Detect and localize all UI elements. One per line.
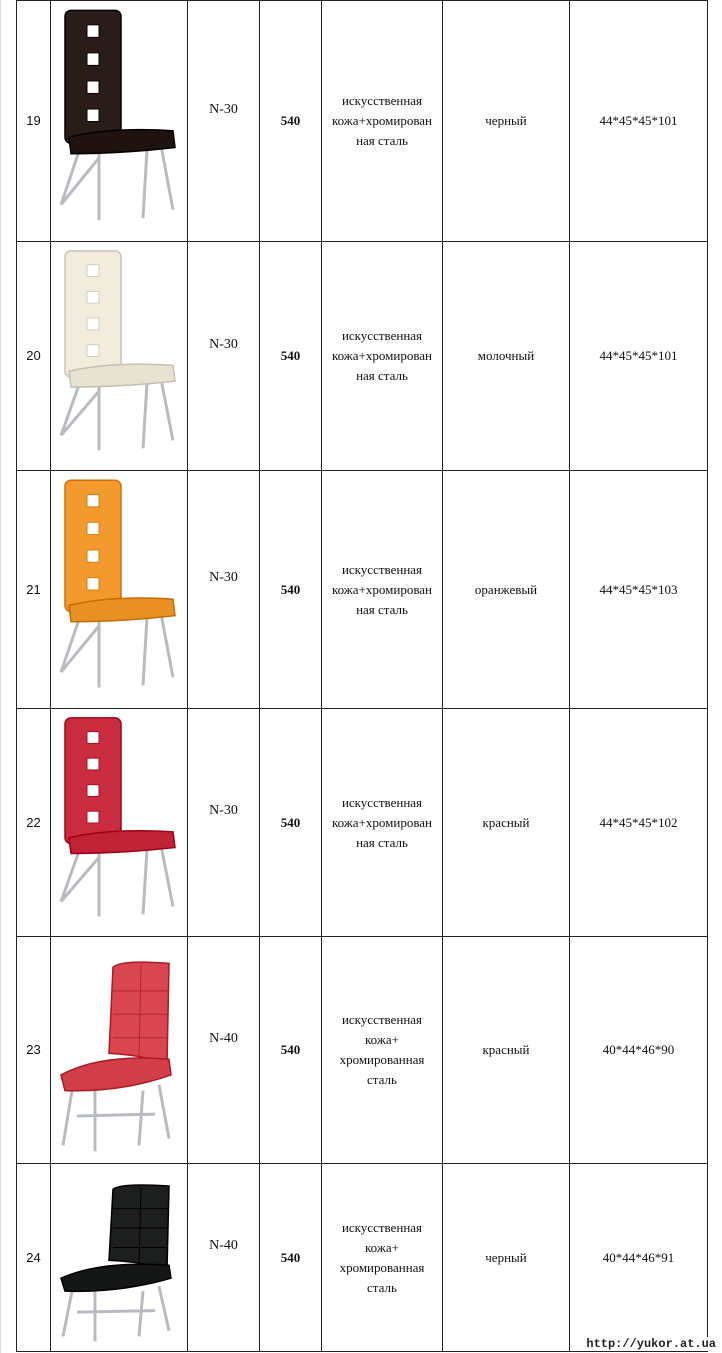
product-image-cell [51, 471, 188, 709]
dimensions-cell: 40*44*46*90 [570, 937, 708, 1164]
row-number: 23 [17, 937, 51, 1164]
material-line: ная сталь [356, 133, 408, 148]
price-cell: 540 [260, 1, 322, 242]
material-line: искусственная [341, 328, 423, 343]
price-cell: 540 [260, 937, 322, 1164]
model-cell [188, 709, 260, 937]
material-line: кожа+ [365, 1239, 399, 1255]
table-row [17, 471, 708, 709]
material-line: искусственная [341, 1012, 423, 1027]
color-cell: черный [443, 1, 570, 242]
model-code: N-40 [209, 1030, 238, 1046]
chair-image [51, 472, 187, 708]
material-line: кожа+хромирован [331, 814, 433, 830]
dimensions-cell: 44*45*45*103 [570, 471, 708, 709]
model-cell [188, 937, 260, 1164]
model-code: N-30 [209, 803, 238, 818]
material-line: ная сталь [356, 601, 408, 617]
price-cell: 540 [260, 471, 322, 709]
chair-image [51, 1165, 187, 1351]
material-line: искусственная [341, 1219, 423, 1235]
chair-image [51, 243, 187, 470]
row-number: 24 [17, 1164, 51, 1352]
color-cell: красный [443, 709, 570, 937]
chair-image [51, 710, 187, 936]
material-line: искусственная [341, 561, 423, 577]
model-code: N-30 [209, 336, 238, 352]
product-image-cell [51, 1164, 188, 1352]
row-number: 20 [17, 242, 51, 471]
table-row [17, 1164, 708, 1352]
model-cell [188, 1, 260, 242]
material-line: хромированная [339, 1052, 425, 1067]
color-cell: молочный [443, 242, 570, 471]
dimensions-cell: 44*45*45*101 [570, 1, 708, 242]
page-edge [0, 0, 1, 1353]
material-line: кожа+ [365, 1032, 399, 1047]
dimensions-cell: 44*45*45*101 [570, 242, 708, 471]
row-number: 22 [17, 709, 51, 937]
material-line: кожа+хромирован [331, 113, 433, 128]
row-number: 21 [17, 471, 51, 709]
material-cell [322, 709, 443, 937]
material-line: кожа+хромирован [331, 581, 433, 597]
material-line: искусственная [341, 93, 423, 108]
material-cell [322, 937, 443, 1164]
model-code: N-30 [209, 101, 238, 117]
footer-url[interactable]: http://yukor.at.ua [586, 1337, 716, 1351]
material-line: сталь [367, 1279, 397, 1295]
material-line: сталь [367, 1072, 397, 1087]
product-image-cell [51, 242, 188, 471]
color-cell: оранжевый [443, 471, 570, 709]
material-cell [322, 242, 443, 471]
table-row [17, 242, 708, 471]
color-cell: красный [443, 937, 570, 1164]
chair-image [51, 2, 187, 241]
price-cell: 540 [260, 1164, 322, 1352]
model-cell [188, 242, 260, 471]
row-number: 19 [17, 1, 51, 242]
material-cell [322, 1164, 443, 1352]
product-image-cell [51, 1, 188, 242]
color-cell: черный [443, 1164, 570, 1352]
model-code: N-30 [209, 570, 238, 585]
table-row [17, 1, 708, 242]
model-cell [188, 471, 260, 709]
material-line: ная сталь [356, 368, 408, 383]
price-cell: 540 [260, 242, 322, 471]
material-line: искусственная [341, 794, 423, 810]
table-row [17, 709, 708, 937]
product-image-cell [51, 709, 188, 937]
material-cell [322, 471, 443, 709]
chair-image [51, 938, 187, 1163]
table-row [17, 937, 708, 1164]
dimensions-cell: 40*44*46*91 [570, 1164, 708, 1352]
price-cell: 540 [260, 709, 322, 937]
material-line: хромированная [339, 1259, 425, 1275]
material-cell [322, 1, 443, 242]
model-cell [188, 1164, 260, 1352]
product-table [16, 0, 708, 1352]
model-code: N-40 [209, 1238, 238, 1253]
material-line: кожа+хромирован [331, 348, 433, 363]
material-line: ная сталь [356, 834, 408, 850]
product-image-cell [51, 937, 188, 1164]
dimensions-cell: 44*45*45*102 [570, 709, 708, 937]
